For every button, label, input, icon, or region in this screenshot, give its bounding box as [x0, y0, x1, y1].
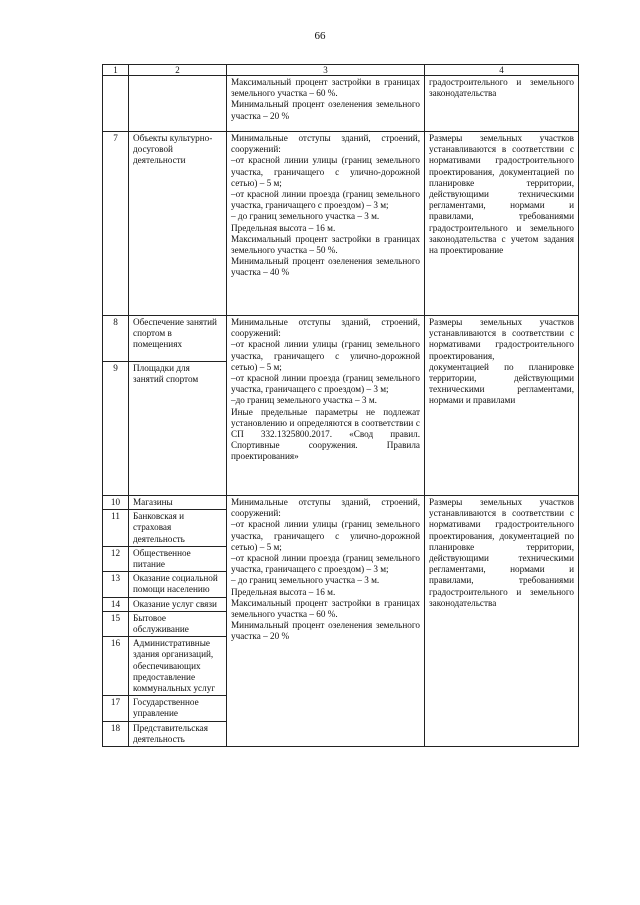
use-type-name: Магазины — [129, 496, 227, 510]
param-line: Иные предельные параметры не подлежат установлению и определяются в соответствии с СП 332.1325800.2017. «Свод правил. Спортивные сооружения. Правила проектирования» — [231, 406, 420, 462]
sizes-cell: Размеры земельных участков устанавливаются в соответствии с нормативами градостроительного проектирования, документацией по планировке территории, действующими техническими регламентами, нормами и правилами, требованиями градостроительного и земельного законодательства — [425, 496, 579, 747]
param-line: Минимальный процент озеленения земельного участка – 40 % — [231, 256, 420, 278]
use-type-name: Бытовое обслуживание — [129, 611, 227, 636]
use-type-name: Оказание услуг связи — [129, 597, 227, 611]
table-row-7 — [103, 132, 579, 316]
sizes-line: Размеры земельных участков устанавливаются в соответствии с нормативами градостроительного проектирования, — [429, 317, 574, 361]
param-line: –от красной линии проезда (границ земельного участка, граничащего с проездом) – 3 м; — [231, 189, 420, 211]
header-col-1: 1 — [103, 65, 129, 76]
regulations-table — [102, 64, 579, 747]
table-header-row — [103, 65, 579, 76]
sizes-cell: градостроительного и земельного законодательства — [425, 76, 579, 132]
param-line: Минимальные отступы зданий, строений, сооружений: — [231, 133, 420, 155]
param-line: –от красной линии улицы (границ земельного участка, граничащего с улично-дорожной сетью) – 5 м; — [231, 155, 420, 188]
param-line: Предельная высота – 16 м. — [231, 586, 336, 597]
param-line: –от красной линии проезда (границ земельного участка, граничащего с проездом) – 3 м; — [231, 553, 420, 575]
sizes-cell: Размеры земельных участков устанавливаются в соответствии с нормативами градостроительного проектирования, документацией по планировке территории, действующими техническими регламентами, нормами и правилами, требованиями градостроительного и земельного законодательства с учетом задания на проектирование — [425, 132, 579, 316]
header-col-4: 4 — [425, 65, 579, 76]
use-type-name: Обеспечение занятий спортом в помещениях — [129, 316, 227, 362]
params-cell — [227, 496, 425, 747]
sizes-cell — [425, 316, 579, 496]
table-row-continuation — [103, 76, 579, 132]
param-line: Минимальный процент озеленения земельного участка – 20 % — [231, 99, 420, 121]
row-number: 10 — [103, 496, 129, 510]
row-number: 17 — [103, 696, 129, 721]
param-line: Предельная высота – 16 м. — [231, 222, 336, 233]
row-number: 14 — [103, 597, 129, 611]
param-line: –от красной линии улицы (границ земельного участка, граничащего с улично-дорожной сетью) – 5 м; — [231, 519, 420, 552]
page-number: 66 — [314, 30, 326, 42]
row-number: 12 — [103, 546, 129, 571]
param-line: – до границ земельного участка – 3 м. — [231, 211, 380, 222]
row-number: 7 — [103, 132, 129, 316]
header-col-3: 3 — [227, 65, 425, 76]
use-type-name: Государственное управление — [129, 696, 227, 721]
param-line: Максимальный процент застройки в границах земельного участка – 60 %. — [231, 77, 420, 99]
table-row-8 — [103, 316, 579, 362]
row-number: 18 — [103, 721, 129, 746]
use-type-name: Общественное питание — [129, 546, 227, 571]
param-line: – до границ земельного участка – 3 м. — [231, 575, 380, 586]
param-line: –от красной линии улицы (границ земельного участка, граничащего с улично-дорожной сетью) – 5 м; — [231, 339, 420, 372]
param-line: Минимальные отступы зданий, строений, сооружений: — [231, 497, 420, 519]
params-cell — [227, 132, 425, 316]
param-line: –до границ земельного участка – 3 м. — [231, 395, 377, 406]
row-number: 8 — [103, 316, 129, 362]
param-line: Максимальный процент застройки в границах земельного участка – 50 %. — [231, 233, 420, 256]
use-type-name: Административные здания организаций, обеспечивающих предоставление коммунальных услуг — [129, 637, 227, 696]
row-number: 13 — [103, 572, 129, 597]
row-number: 9 — [103, 362, 129, 496]
use-type-name: Банковская и страховая деятельность — [129, 510, 227, 547]
header-col-2: 2 — [129, 65, 227, 76]
param-line: –от красной линии проезда (границ земельного участка, граничащего с проездом) – 3 м; — [231, 373, 420, 395]
table-row-10 — [103, 496, 579, 510]
use-type-name: Оказание социальной помощи населению — [129, 572, 227, 597]
param-line: Максимальный процент застройки в границах земельного участка – 60 %. — [231, 597, 420, 620]
use-type-name: Объекты культурно-досуговой деятельности — [129, 132, 227, 316]
row-number: 16 — [103, 637, 129, 696]
param-line: Минимальные отступы зданий, строений, сооружений: — [231, 317, 420, 339]
params-cell — [227, 76, 425, 132]
param-line: Минимальный процент озеленения земельного участка – 20 % — [231, 620, 420, 642]
use-type-name: Представительская деятельность — [129, 721, 227, 746]
use-type-name: Площадки для занятий спортом — [129, 362, 227, 496]
params-cell — [227, 316, 425, 496]
sizes-line: документацией по планировке территории, действующими техническими регламентами, нормами и правилами — [429, 361, 574, 406]
row-number: 11 — [103, 510, 129, 547]
row-number: 15 — [103, 611, 129, 636]
